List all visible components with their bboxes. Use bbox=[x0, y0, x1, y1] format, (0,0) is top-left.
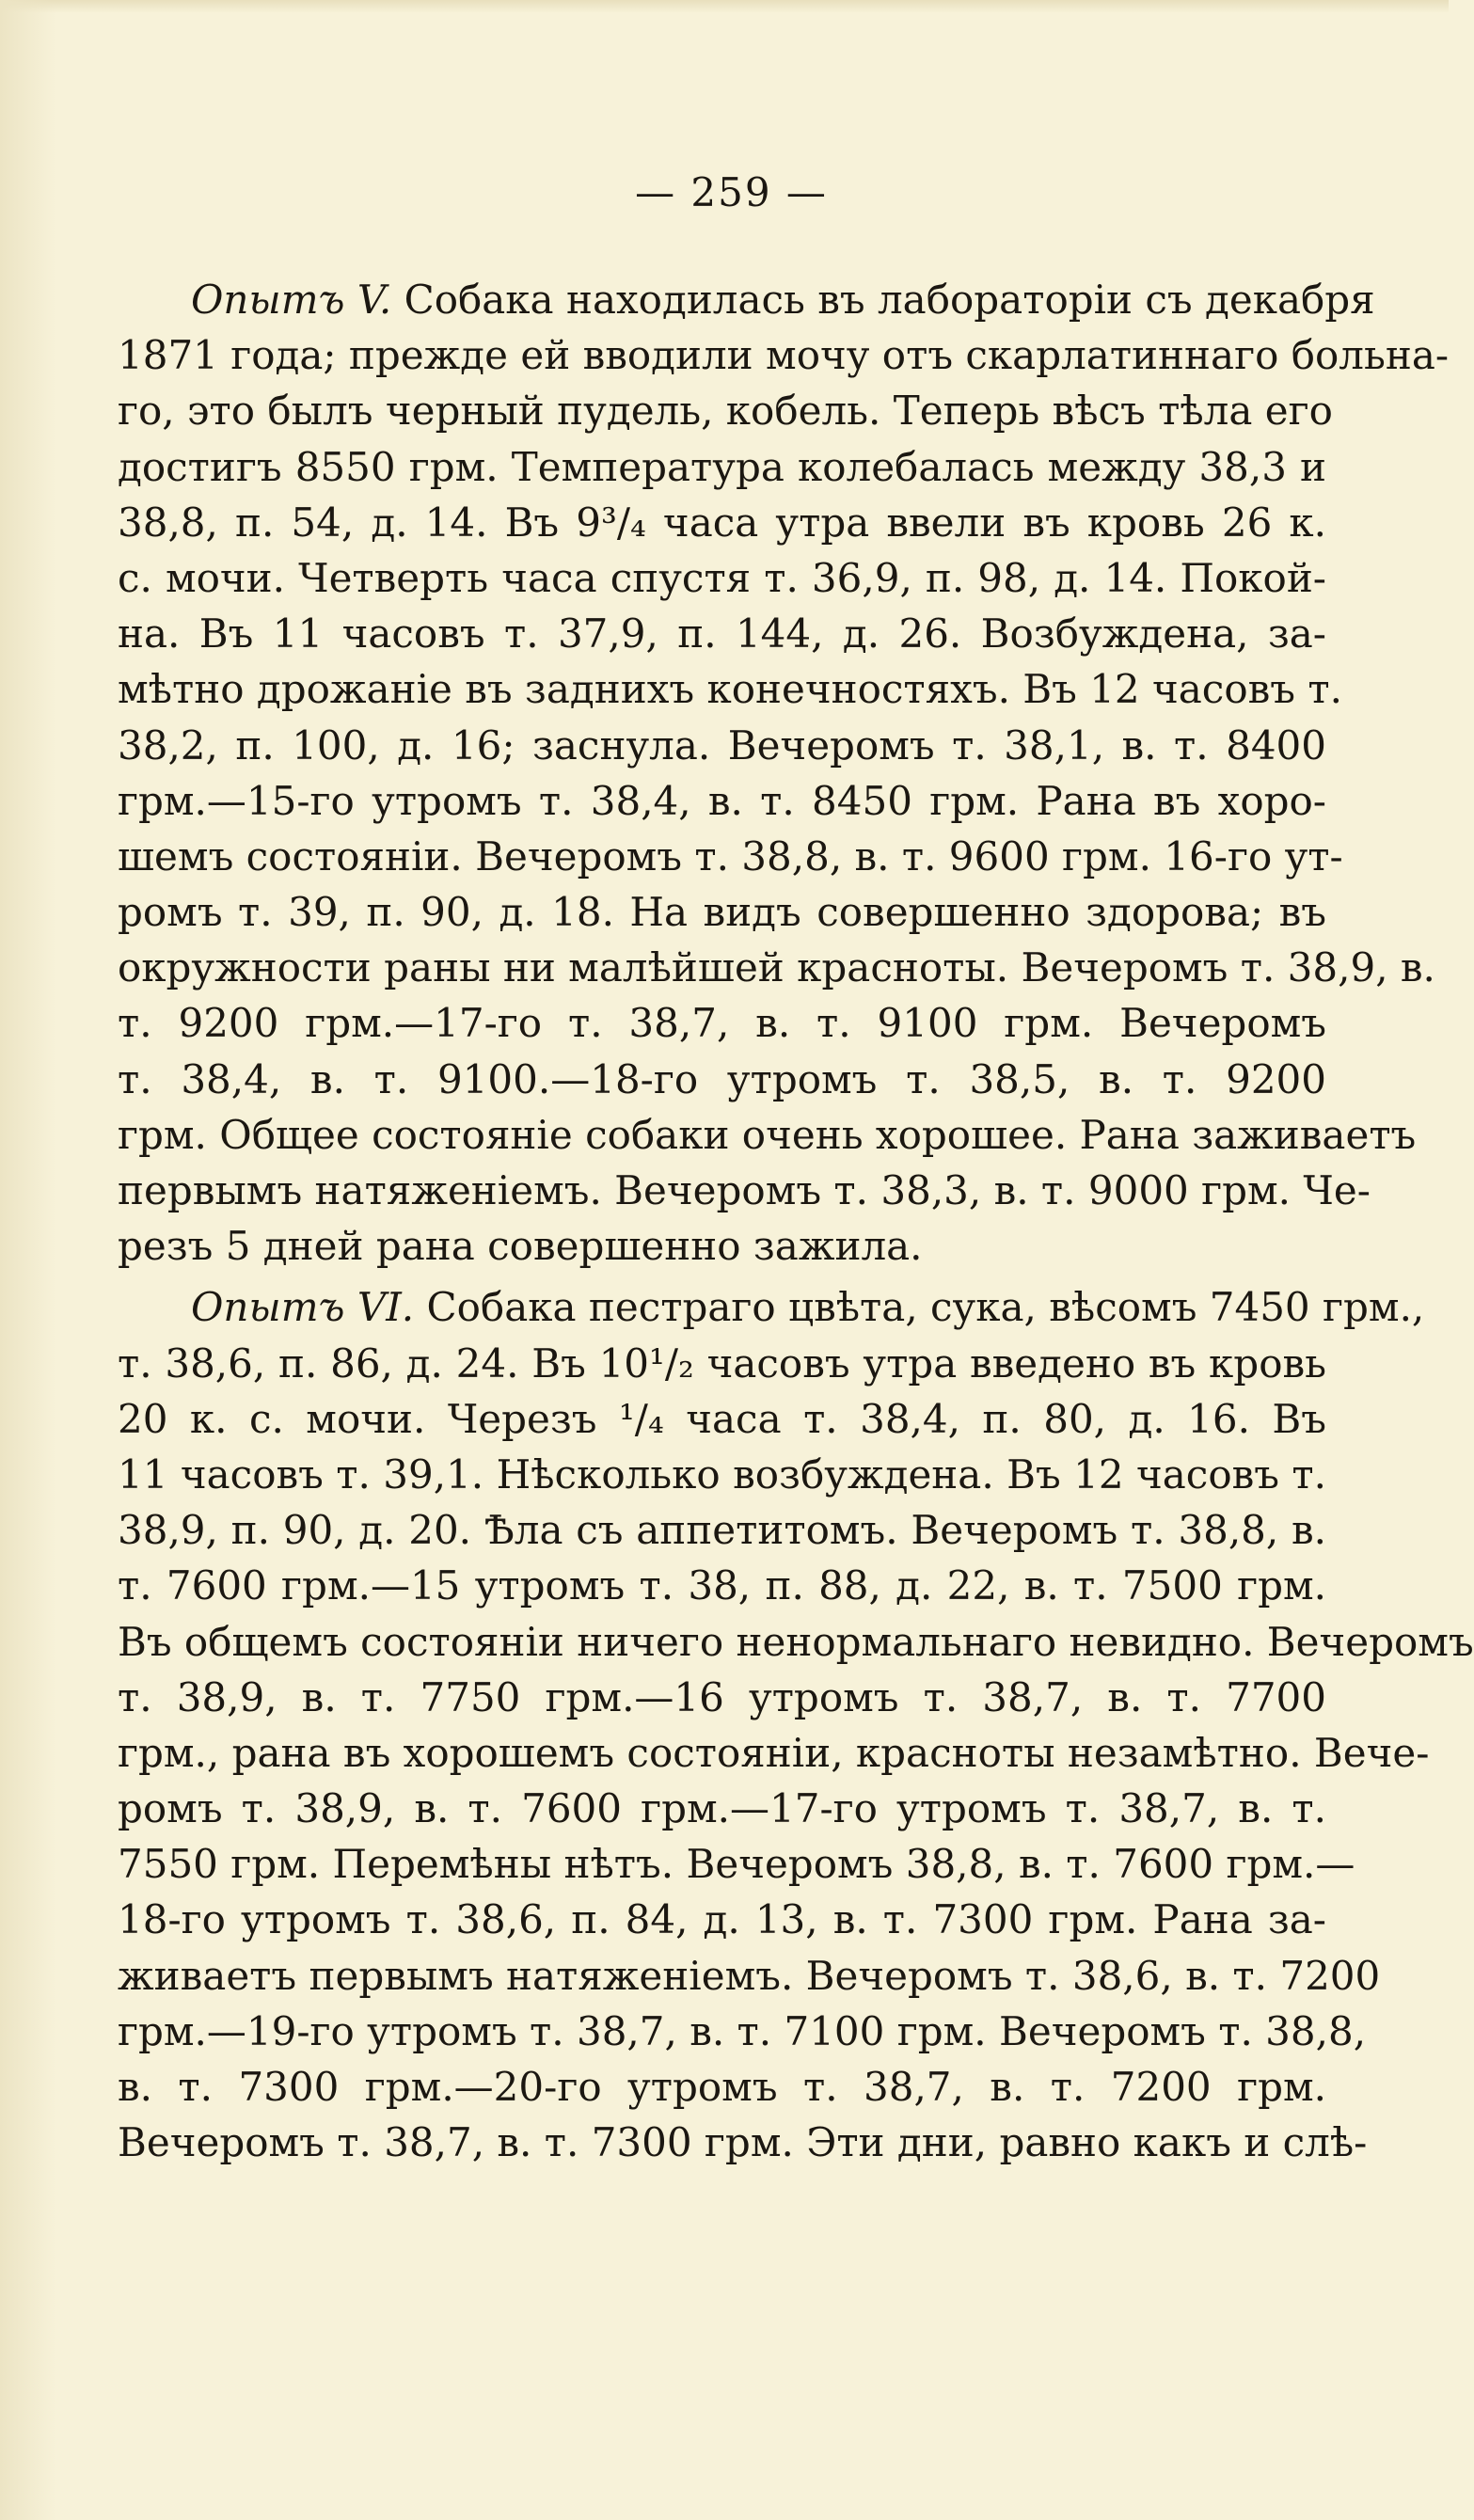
text-line bbox=[118, 1948, 1381, 2004]
scan-edge bbox=[0, 0, 1449, 13]
line-text: т. 38,6, п. 86, д. 24. Въ 10¹/₂ часовъ утра введено въ кровь bbox=[118, 1339, 1326, 1387]
text-line bbox=[118, 1107, 1417, 1163]
text-line bbox=[118, 661, 1342, 717]
line-text: т. 38,4, в. т. 9100.—18-го утромъ т. 38,5, в. т. 9200 bbox=[118, 1055, 1326, 1102]
experiment-title: Опытъ V. bbox=[191, 277, 392, 323]
line-text: грм.—15-го утромъ т. 38,4, в. т. 8450 грм. Рана въ хоро- bbox=[118, 777, 1326, 824]
text-line bbox=[118, 1447, 1326, 1502]
text-line bbox=[118, 2059, 1326, 2115]
text-line bbox=[118, 829, 1343, 884]
line-text: т. 38,9, в. т. 7750 грм.—16 утромъ т. 38,7, в. т. 7700 bbox=[118, 1673, 1326, 1720]
line-text: 20 к. с. мочи. Черезъ ¹/₄ часа т. 38,4, п. 80, д. 16. Въ bbox=[118, 1395, 1326, 1442]
page-number: — 259 — bbox=[635, 169, 828, 215]
line-text: Собака пестраго цвѣта, сука, вѣсомъ 7450 грм., bbox=[426, 1284, 1425, 1331]
line-text: в. т. 7300 грм.—20-го утромъ т. 38,7, в. т. 7200 грм. bbox=[118, 2064, 1326, 2110]
text-line bbox=[118, 550, 1326, 606]
line-text: окружности раны ни малѣйшей красноты. Вечеромъ т. 38,9, в. bbox=[118, 944, 1435, 991]
line-text: Въ общемъ состояніи ничего ненормальнаго невидно. Вечеромъ bbox=[118, 1618, 1474, 1665]
text-line bbox=[118, 1725, 1430, 1781]
text-line bbox=[118, 1502, 1326, 1558]
line-text: ромъ т. 38,9, в. т. 7600 грм.—17-го утромъ т. 38,7, в. т. bbox=[118, 1785, 1326, 1832]
line-text: 7550 грм. Перемѣны нѣтъ. Вечеромъ 38,8, в. т. 7600 грм.— bbox=[118, 1841, 1355, 1888]
text-line bbox=[118, 1614, 1474, 1670]
line-text: т. 9200 грм.—17-го т. 38,7, в. т. 9100 грм. Вечеромъ bbox=[118, 1000, 1326, 1047]
text-line bbox=[118, 383, 1333, 438]
line-text: 1871 года; прежде ей вводили мочу отъ скарлатиннаго больна- bbox=[118, 332, 1450, 379]
body-text bbox=[118, 272, 1474, 2170]
text-line bbox=[118, 1391, 1326, 1447]
text-line bbox=[118, 884, 1326, 940]
text-line bbox=[118, 606, 1326, 661]
text-line bbox=[118, 1218, 1326, 1274]
text-line bbox=[118, 1558, 1326, 1613]
text-line bbox=[118, 495, 1326, 550]
text-line bbox=[118, 439, 1326, 495]
line-text: шемъ состояніи. Вечеромъ т. 38,8, в. т. 9600 грм. 16-го ут- bbox=[118, 832, 1343, 880]
line-text: Собака находилась въ лабораторіи съ декабря bbox=[404, 277, 1375, 323]
line-text: 11 часовъ т. 39,1. Нѣсколько возбуждена. Въ 12 часовъ т. bbox=[118, 1450, 1326, 1498]
line-text: 38,8, п. 54, д. 14. Въ 9³/₄ часа утра ввели въ кровь 26 к. bbox=[118, 499, 1326, 546]
text-line bbox=[118, 2004, 1367, 2059]
line-text: грм., рана въ хорошемъ состояніи, красноты незамѣтно. Вече- bbox=[118, 1729, 1430, 1776]
document-page bbox=[118, 169, 1474, 2170]
line-text: резъ 5 дней рана совершенно зажила. bbox=[118, 1223, 923, 1270]
line-text: достигъ 8550 грм. Температура колебалась между 38,3 и bbox=[118, 443, 1326, 490]
text-line bbox=[118, 995, 1326, 1051]
text-line bbox=[118, 1892, 1326, 1947]
text-line bbox=[118, 327, 1450, 383]
text-line bbox=[118, 1781, 1326, 1836]
text-line bbox=[118, 1670, 1326, 1725]
line-text: на. Въ 11 часовъ т. 37,9, п. 144, д. 26. Возбуждена, за- bbox=[118, 610, 1326, 658]
text-line bbox=[118, 1336, 1326, 1391]
paragraph bbox=[118, 272, 1450, 1274]
experiment-title: Опытъ VI. bbox=[191, 1284, 415, 1331]
line-text: грм. Общее состояніе собаки очень хорошее. Рана заживаетъ bbox=[118, 1111, 1417, 1158]
line-text: Вечеромъ т. 38,7, в. т. 7300 грм. Эти дни, равно какъ и слѣ- bbox=[118, 2119, 1368, 2166]
text-line bbox=[118, 773, 1326, 829]
paragraph bbox=[118, 1279, 1474, 2170]
line-text: 38,2, п. 100, д. 16; заснула. Вечеромъ т. 38,1, в. т. 8400 bbox=[118, 721, 1326, 769]
line-text: грм.—19-го утромъ т. 38,7, в. т. 7100 грм. Вечеромъ т. 38,8, bbox=[118, 2007, 1367, 2054]
text-line bbox=[118, 940, 1435, 995]
line-text: первымъ натяженіемъ. Вечеромъ т. 38,3, в. т. 9000 грм. Че- bbox=[118, 1167, 1371, 1213]
line-text: мѣтно дрожаніе въ заднихъ конечностяхъ. Въ 12 часовъ т. bbox=[118, 666, 1342, 713]
scan-edge bbox=[0, 0, 56, 2520]
text-line bbox=[118, 1163, 1371, 1218]
text-line bbox=[118, 272, 1375, 327]
line-text: т. 7600 грм.—15 утромъ т. 38, п. 88, д. 22, в. т. 7500 грм. bbox=[118, 1562, 1326, 1609]
text-line bbox=[118, 718, 1326, 773]
line-text: живаетъ первымъ натяженіемъ. Вечеромъ т. 38,6, в. т. 7200 bbox=[118, 1952, 1381, 1999]
line-text: 38,9, п. 90, д. 20. Ѣла съ аппетитомъ. Вечеромъ т. 38,8, в. bbox=[118, 1507, 1326, 1554]
line-text: ромъ т. 39, п. 90, д. 18. На видъ совершенно здорова; въ bbox=[118, 889, 1326, 936]
text-line bbox=[118, 1836, 1355, 1892]
text-line bbox=[118, 1279, 1425, 1335]
text-line bbox=[118, 2115, 1368, 2170]
line-text: 18-го утромъ т. 38,6, п. 84, д. 13, в. т. 7300 грм. Рана за- bbox=[118, 1896, 1326, 1943]
text-line bbox=[118, 1052, 1326, 1107]
line-text: с. мочи. Четверть часа спустя т. 36,9, п. 98, д. 14. Покой- bbox=[118, 554, 1326, 601]
line-text: го, это былъ черный пудель, кобель. Теперь вѣсъ тѣла его bbox=[118, 388, 1333, 435]
